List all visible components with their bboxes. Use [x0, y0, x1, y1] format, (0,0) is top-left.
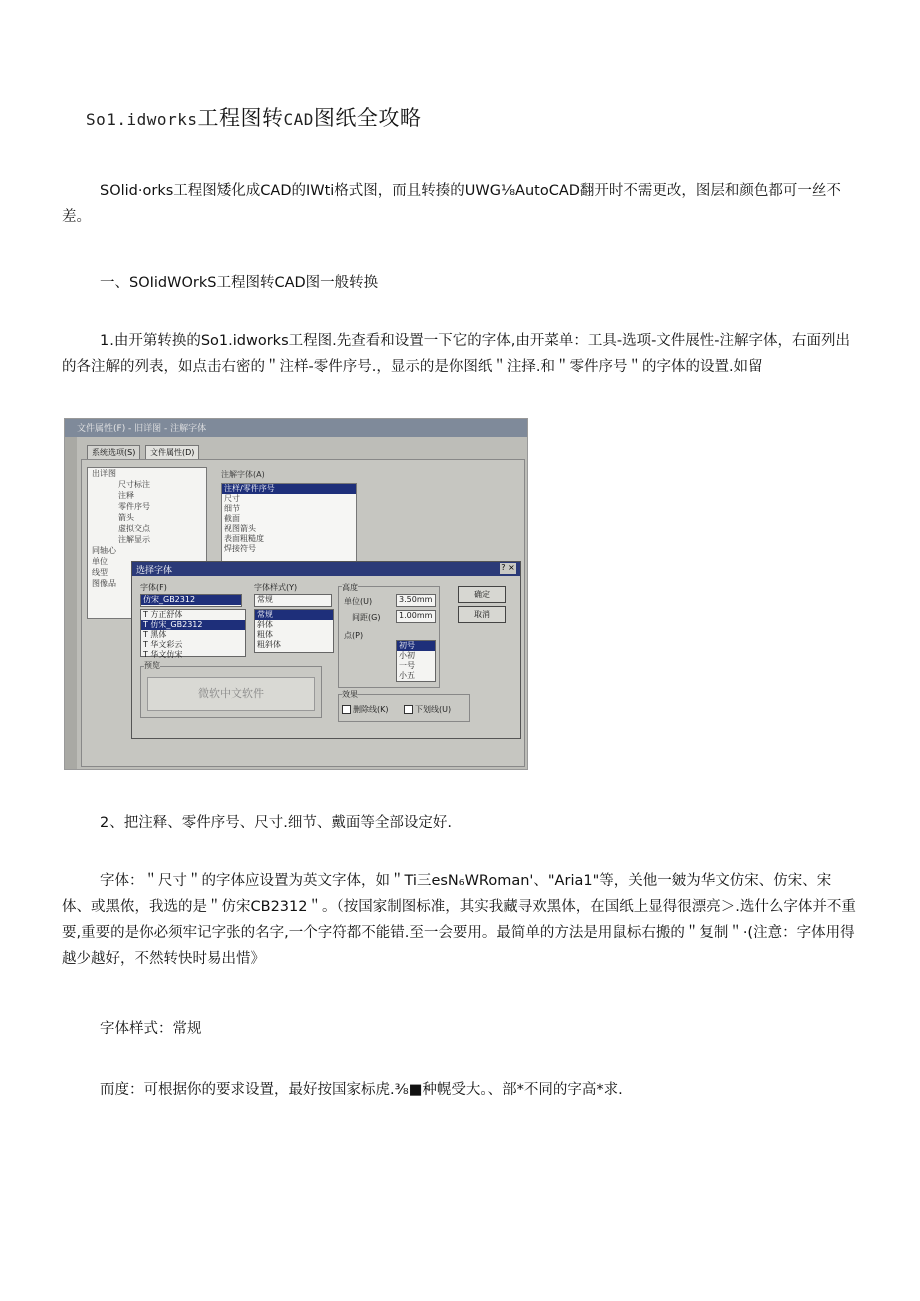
height-label: 高度: [342, 583, 358, 592]
figure-window-title: 文件属性(F) - 旧详图 - 注解字体: [77, 424, 207, 434]
unit-value: [396, 594, 436, 607]
tree-item: 注释: [118, 491, 134, 500]
tree-item: 注解显示: [118, 535, 150, 544]
spacing-value-text: 1.00mm: [399, 611, 433, 620]
annotation-font-list: [221, 483, 357, 563]
point-size-item: 小初: [399, 651, 415, 660]
unit-value-text: 3.50mm: [399, 595, 433, 604]
font-style-list: [254, 609, 334, 653]
tab-system-options: 系统选项(S): [87, 445, 140, 460]
strikethrough-option: [342, 704, 389, 715]
effects-label: 效果: [342, 690, 358, 699]
font-input: [140, 594, 242, 607]
preview-label: 预览: [144, 661, 160, 670]
point-size-item: 小五: [399, 671, 415, 680]
font-style-item: 斜体: [257, 620, 273, 629]
font-list-item: T 华文仿宋: [143, 650, 183, 659]
figure-left-strip: [65, 437, 77, 769]
tab-document-properties: 文件属性(D): [145, 445, 199, 460]
font-list-item: T 华文彩云: [143, 640, 183, 649]
cancel-button: 取消: [458, 606, 506, 623]
unit-label: 单位(U): [344, 597, 373, 606]
point-label: 点(P): [344, 631, 364, 640]
annotation-list-item: 视图箭头: [224, 524, 256, 533]
strikethrough-label: 删除线(K): [353, 705, 389, 714]
font-style-label: 字体样式(Y): [254, 583, 298, 592]
font-style-input-value: 常规: [257, 595, 273, 604]
annotation-list-item: 截面: [224, 514, 240, 523]
step-1-paragraph: 1.由开第转换的So1.idworks工程图.先查看和设置一下它的字体,由开菜单：工具-选项-文件展性-注解字体，右面列出的各注解的列表，如点击右密的＂注样-零件序号.，显示的是你图纸＂注择.和＂零件序号＂的字体的设置.如留: [62, 333, 851, 375]
step-2-paragraph: 2、把注释、零件序号、尺寸.细节、戴面等全部设定好.: [100, 815, 452, 831]
preview-text: 微软中文软件: [147, 677, 315, 711]
underline-option: [404, 704, 451, 715]
annotation-font-label: 注解字体(A): [221, 470, 265, 479]
document-title: [86, 102, 421, 132]
intro-paragraph: SOlid·orks工程图矮化成CAD的IWti格式图，而且转揍的UWG⅛AutoCAD翻开时不需更改，图层和颜色都可一丝不差。: [62, 183, 841, 225]
font-list-item: T 方正舒体: [143, 610, 183, 619]
spacing-label: 间距(G): [352, 613, 381, 622]
annotation-list-item: 表面粗糙度: [224, 534, 264, 543]
font-label: 字体(F): [140, 583, 167, 592]
close-icon: ? ×: [501, 563, 515, 572]
font-list-item: T 仿宋_GB2312: [141, 620, 245, 630]
tree-item: 单位: [92, 557, 108, 566]
dialog-titlebar: [132, 562, 520, 576]
height-paragraph: 而度：可根据你的要求设置，最好按国家标虎.⅜■种幌受大。、部*不同的字高*求.: [100, 1082, 623, 1098]
annotation-list-item: 尺寸: [224, 494, 240, 503]
underline-label: 下划线(U): [415, 705, 452, 714]
title-latin-2: CAD: [283, 110, 314, 129]
annotation-list-item: 细节: [224, 504, 240, 513]
figure-titlebar: [65, 419, 527, 437]
tree-item: 线型: [92, 568, 108, 577]
checkbox-icon: [342, 705, 351, 714]
checkbox-icon: [404, 705, 413, 714]
preview-group: [140, 666, 322, 718]
title-part-1: 工程图转: [197, 106, 284, 130]
point-size-item: 初号: [397, 641, 435, 651]
font-style-item: 常规: [255, 610, 333, 620]
tree-item: 尺寸标注: [118, 480, 150, 489]
tree-item: 虚拟交点: [118, 524, 150, 533]
tree-item: 零件序号: [118, 502, 150, 511]
font-settings-screenshot: [64, 418, 528, 770]
tree-item: 箭头: [118, 513, 134, 522]
tree-item: 图像品: [92, 579, 116, 588]
dialog-title: 选择字体: [136, 566, 173, 576]
font-list: [140, 609, 246, 657]
tree-item: 同轴心: [92, 546, 116, 555]
font-input-value: 仿宋_GB2312: [141, 595, 241, 605]
section-heading: 一、SOIidWOrkS工程图转CAD图一般转换: [100, 275, 379, 291]
font-list-item: T 黑体: [143, 630, 167, 639]
point-size-item: 一号: [399, 661, 415, 670]
annotation-list-item: 注样/零件序号: [222, 484, 356, 494]
choose-font-dialog: [131, 561, 521, 739]
font-style-item: 粗体: [257, 630, 273, 639]
point-size-list: [396, 640, 436, 682]
spacing-value: [396, 610, 436, 623]
annotation-list-item: 焊接符号: [224, 544, 256, 553]
tree-item: 出详图: [92, 469, 116, 478]
font-note-paragraph: 字体：＂尺寸＂的字体应设置为英文字体，如＂Ti三esN₆WRoman'、"Aria1"等，关他一皴为华文仿宋、仿宋、宋体、或黑侬，我选的是＂仿宋CB2312＂。（按国家制图标准，其实我藏寻欢黑体，在国纸上显得很漂亮＞.选什么字体并不重要,重要的是你必须牢记字张的名字,一个字符都不能错.至一会要用。最简单的方法是用鼠标右搬的＂复制＂·(注意：字体用得越少越好，不然转快时易出惜》: [62, 873, 856, 967]
title-latin: So1.idworks: [86, 110, 198, 129]
ok-button: 确定: [458, 586, 506, 603]
title-part-2: 图纸全攻略: [313, 106, 422, 130]
font-style-input: [254, 594, 332, 607]
font-style-item: 粗斜体: [257, 640, 281, 649]
font-style-paragraph: 字体样式：常规: [100, 1021, 202, 1037]
